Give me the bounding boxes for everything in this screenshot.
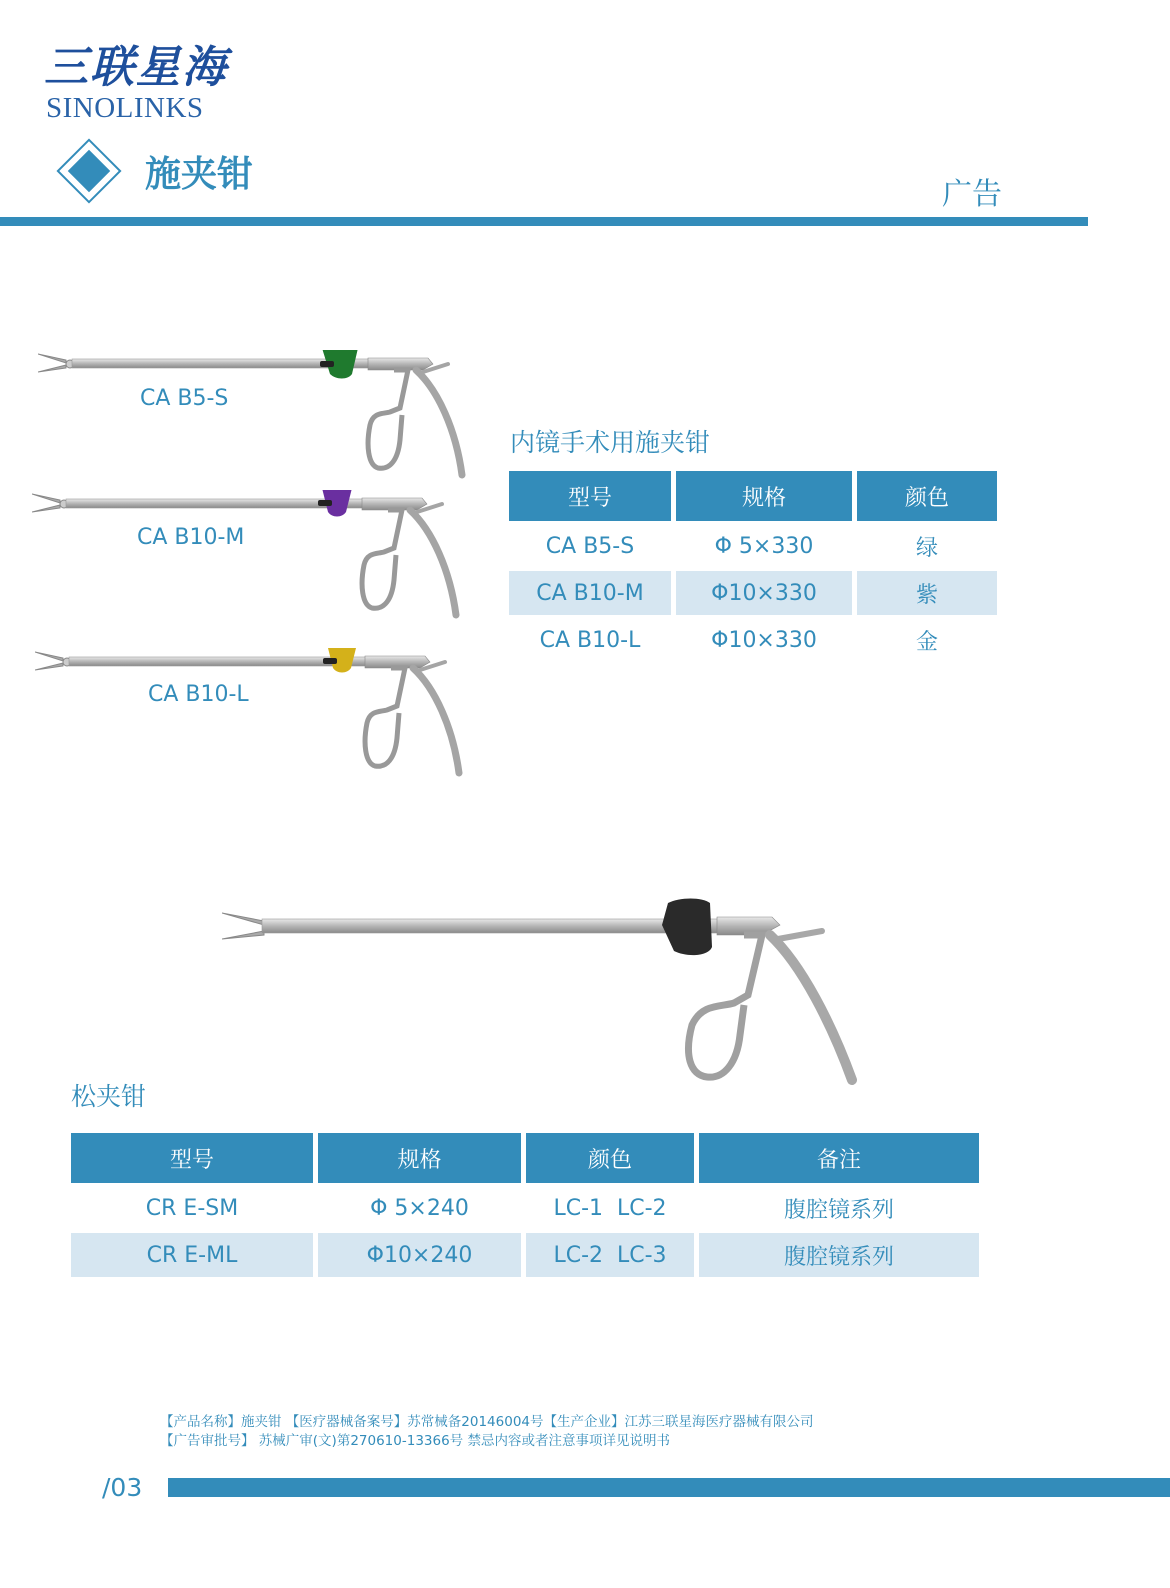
product-label: CA B5-S	[140, 386, 229, 411]
cell-remarks: 腹腔镜系列	[783, 1197, 894, 1223]
column-header-color: 颜色	[526, 1133, 694, 1183]
cell-model: CA B10-L	[539, 627, 641, 653]
table-row	[509, 571, 997, 615]
clip-applier-table-title: 内镜手术用施夹钳	[510, 428, 711, 457]
column-header-spec: 规格	[318, 1133, 521, 1183]
page-number: /03	[102, 1473, 143, 1502]
footer-product-info: 【产品名称】施夹钳 【医疗器械备案号】苏常械备20146004号【生产企业】江苏三联星海医疗器械有限公司	[160, 1414, 814, 1430]
cell-spec: Φ10×240	[318, 1233, 521, 1277]
clip-remover-spec-table	[66, 1130, 984, 1280]
clip-applier-spec-table	[504, 468, 1002, 665]
footer-ad-approval: 【广告审批号】 苏械广审(文)第270610-13366号 禁忌内容或者注意事项详见说明书	[160, 1433, 670, 1449]
brand-logo-cn: 三联星海	[44, 42, 228, 93]
table-row	[71, 1186, 979, 1230]
knob-black	[662, 899, 712, 956]
cell-model: CR E-ML	[71, 1233, 313, 1277]
product-image-ca-b10-m	[32, 490, 462, 620]
column-header-model: 型号	[509, 471, 671, 521]
brand-logo-en: SINOLINKS	[46, 92, 204, 124]
cell-model: CR E-SM	[145, 1195, 239, 1221]
cell-color: 金	[915, 629, 938, 655]
cell-spec: Φ 5×240	[370, 1195, 469, 1221]
header-divider	[0, 217, 1088, 226]
cell-spec: Φ10×330	[676, 571, 852, 615]
product-label: CA B10-M	[137, 525, 245, 550]
cell-color: 绿	[915, 535, 938, 561]
column-header-model: 型号	[71, 1133, 313, 1183]
cell-color: LC-2 LC-3	[526, 1233, 694, 1277]
footer-divider	[168, 1478, 1170, 1497]
column-header-spec: 规格	[676, 471, 852, 521]
product-image-ca-b5-s	[38, 350, 468, 480]
cell-spec: Φ10×330	[711, 627, 817, 653]
section-title: 施夹钳	[145, 154, 254, 195]
table-row	[509, 524, 997, 568]
cell-color: 紫	[857, 571, 997, 615]
cell-model: CA B5-S	[545, 533, 635, 559]
product-image-ca-b10-l	[35, 648, 465, 778]
cell-color: LC-1 LC-2	[553, 1195, 667, 1221]
column-header-remarks: 备注	[699, 1133, 979, 1183]
product-label: CA B10-L	[148, 682, 249, 707]
table-row	[509, 618, 997, 662]
cell-model: CA B10-M	[509, 571, 671, 615]
cell-remarks: 腹腔镜系列	[699, 1233, 979, 1277]
product-image-clip-remover	[222, 895, 872, 1090]
ad-label: 广告	[942, 177, 1002, 212]
table-row	[71, 1233, 979, 1277]
column-header-color: 颜色	[857, 471, 997, 521]
cell-spec: Φ 5×330	[714, 533, 814, 559]
clip-remover-table-title: 松夹钳	[71, 1082, 147, 1111]
